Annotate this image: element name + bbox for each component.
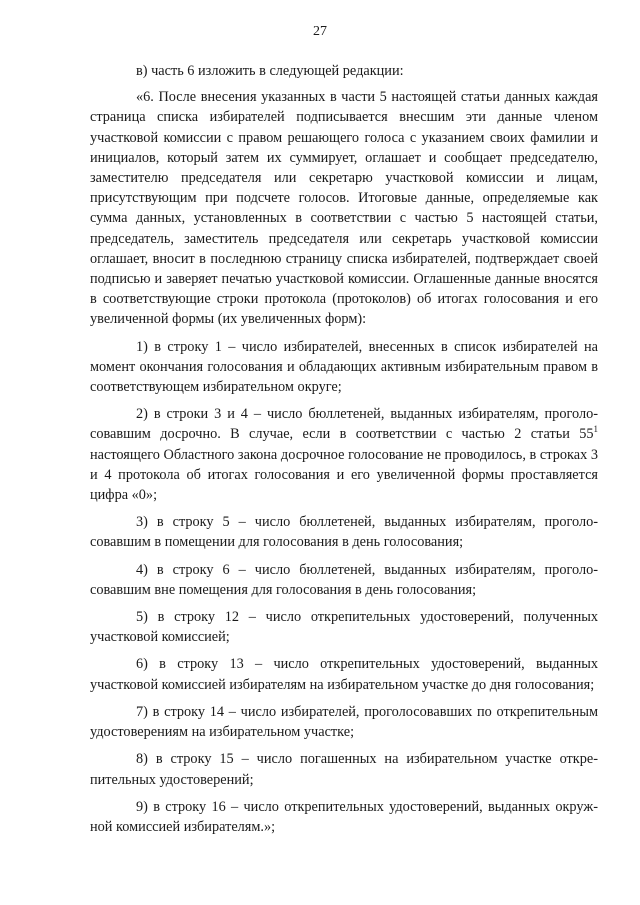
- main-paragraph: «6. После внесения указанных в части 5 настоящей статьи данных каждая страница списка избирателей подписывается внесшим эти данные членом участковой комиссии с правом решающего голоса с указанием своих фамилии и инициалов, который затем их суммирует, оглашает и сообщает председателю, заместителю председателя или секретарю участковой комиссии и лицам, присутствующим при подсчете голосов. Итоговые данные, определяемые как сумма данных, установленных в соответствии с частью 5 настоящей статьи, председатель, заместитель председателя или секретарь участковой комиссии оглашает, вносит в последнюю страницу списка избирателей, подтверждает своей подписью и заверяет печатью участковой комиссии. Оглашенные данные вносятся в соответствующие строки протокола (протоколов) об итогах голосования и его увеличенной формы (их увеличенных форм):: [90, 89, 598, 328]
- list-item-2: [90, 404, 598, 505]
- list-item-4: 4) в строку 6 – число бюллетеней, выданных избирателям, проголосовавшим вне помещения для голосования в день голосования;: [90, 561, 598, 598]
- list-item-1: 1) в строку 1 – число избирателей, внесенных в список избирателей на момент окончания голосования и обладающих активным избирательным правом в соответствующем избирательном округе;: [90, 338, 598, 396]
- document-body: [90, 61, 598, 844]
- list-item-5: 5) в строку 12 – число открепительных удостоверений, полученных участковой комиссией;: [90, 609, 598, 646]
- intro-paragraph: в) часть 6 изложить в следующей редакции:: [136, 63, 404, 79]
- list-item-6: 6) в строку 13 – число открепительных удостоверений, выданных участковой комиссией избирателям на избирательном участке до дня голосования;: [90, 656, 598, 693]
- superscript-article-number: 1: [593, 423, 598, 434]
- list-item-9: 9) в строку 16 – число открепительных удостоверений, выданных окружной комиссией избирателям.»;: [90, 798, 598, 835]
- list-item-2-text-after: настоящего Областного закона досрочное голосование не проводилось, в строках 3 и 4 протокола об итогах голосования и его увеличенной формы проставляется цифра «0»;: [90, 446, 598, 504]
- list-item-7: 7) в строку 14 – число избирателей, проголосовавших по открепительным удостоверениям на избирательном участке;: [90, 703, 598, 741]
- list-item-8: 8) в строку 15 – число погашенных на избирательном участке открепительных удостоверений;: [90, 751, 598, 788]
- list-item-3: 3) в строку 5 – число бюллетеней, выданных избирателям, проголосовавшим в помещении для голосования в день голосования;: [90, 514, 598, 551]
- list-item-2-text-before: 2) в строки 3 и 4 – число бюллетеней, выданных избирателям, проголосовавшим досрочно. В случае, если в соответствии с частью 2 статьи 55: [90, 406, 598, 443]
- page-number: 27: [313, 24, 327, 39]
